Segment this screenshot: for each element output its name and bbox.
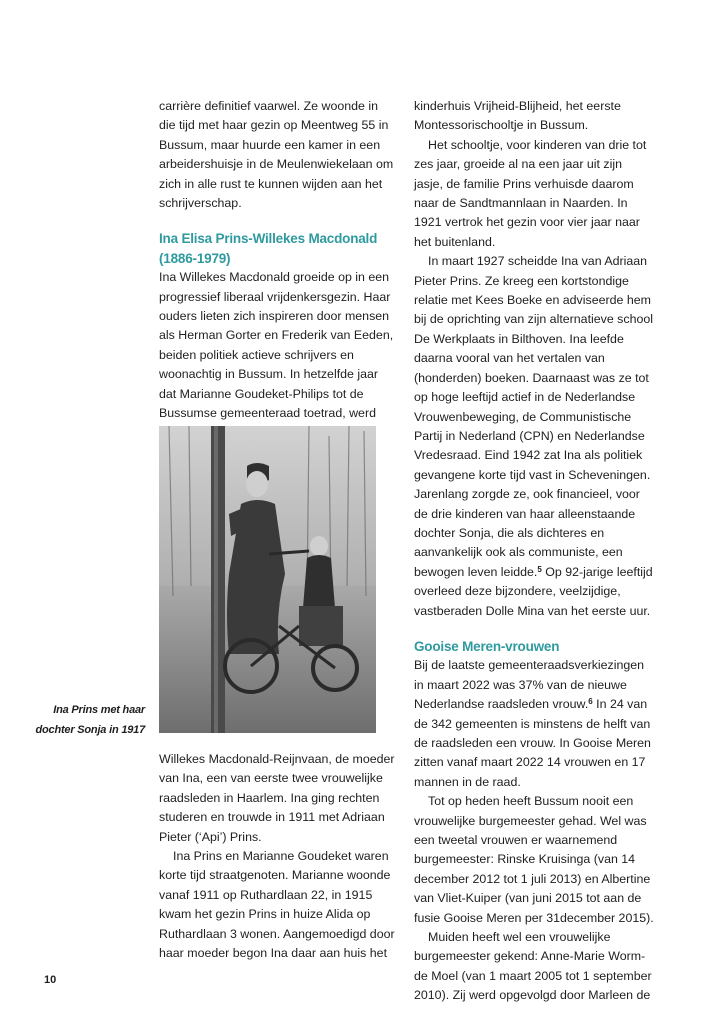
paragraph: Tot op heden heeft Bussum nooit een vrouwelijke burgemeester gehad. Wel was een tweetal vrouwen er waarnemend burgemeester: Rinske Kruisinga (van 14 december 2012 tot 1 juli 2013) en Albertine van Vliet-Kuiper (van juni 2015 tot aan de fusie Gooise Meren per 31december 2015).: [414, 794, 654, 925]
page-number: 10: [44, 974, 57, 986]
paragraph: Het schooltje, voor kinderen van drie tot zes jaar, groeide al na een jaar uit zijn jasje, de familie Prins verhuisde daarom naar de Sandtmannlaan in Naarden. In 1921 vertrok het gezin voor vier jaar naar het buitenland.: [414, 137, 647, 249]
paragraph-text: In maart 1927 scheidde Ina van Adriaan Pieter Prins. Ze kreeg een kortstondige relatie met Kees Boeke en adviseerde hem bij de oprichting van zijn alternatieve school De Werkplaats in Bilthoven. Ina leefde daarna vooral van het vertalen van (honderden) boeken. Daarnaast was ze tot op hoge leeftijd actief in de Nederlandse Vrouwenbeweging, de Communistische Partij in Nederland (CPN) en Nederlandse Vredesraad. Eind 1942 zat Ina als politiek gevangene korte tijd vast in Scheveningen. Jarenlang zorgde ze, ook financieel, voor de drie kinderen van haar alleenstaande dochter Sonja, die als dichteres en aanvankelijk ook als communiste, een bewogen leven leidde.: [414, 254, 654, 579]
left-column-bottom: [159, 750, 397, 963]
paragraph: kinderhuis Vrijheid-Blijheid, het eerste Montessorischooltje in Bussum.: [414, 99, 621, 133]
section-heading-gooise-meren: Gooise Meren-vrouwen: [414, 638, 560, 654]
paragraph: Willekes Macdonald-Reijnvaan, de moeder van Ina, een van eerste twee vrouwelijke raadsleden in Haarlem. Ina ging rechten studeren en trouwde in 1911 met Adriaan Pieter (‘Api’) Prins.: [159, 752, 395, 844]
paragraph: [414, 252, 654, 621]
paragraph-text: Bij de laatste gemeenteraadsverkiezingen in maart 2022 was 37% van de nieuwe Nederlandse raadsleden vrouw.: [414, 658, 645, 712]
caption-line: dochter Sonja in 1917: [35, 724, 145, 736]
section-heading-ina-prins: [159, 229, 397, 268]
heading-years: (1886-1979): [159, 250, 231, 266]
paragraph: [414, 656, 654, 792]
footnote-marker: 6: [588, 697, 593, 707]
paragraph-text: In 24 van de 342 gemeenten is minstens de helft van de raadsleden een vrouw. In Gooise Meren zitten vanaf maart 2022 14 vrouwen en 17 mannen in de raad.: [414, 697, 651, 789]
footnote-marker: 5: [537, 564, 542, 574]
paragraph-text: Op 92-jarige leeftijd overleed deze bijzondere, veelzijdige, vastberaden Dolle Mina van het eerste uur.: [414, 564, 653, 618]
left-column-top: [159, 97, 397, 443]
heading-name: Ina Elisa Prins-Willekes Macdonald: [159, 231, 378, 247]
photo-caption: [18, 700, 145, 740]
caption-line: Ina Prins met haar: [53, 704, 145, 716]
paragraph: Ina Prins en Marianne Goudeket waren korte tijd straatgenoten. Marianne woonde vanaf 1911 op Ruthardlaan 22, in 1915 kwam het gezin Prins in huize Alida op Ruthardlaan 3 wonen. Aangemoedigd door haar moeder begon Ina daar aan huis het: [159, 849, 395, 961]
historic-photo-woman-with-bicycle: [159, 426, 376, 733]
paragraph: carrière definitief vaarwel. Ze woonde in die tijd met haar gezin op Meentweg 55 in Bussum, maar huurde een kamer in een arbeidershuisje in de Meulenwiekelaan om zich in alle rust te kunnen wijden aan het schrijverschap.: [159, 99, 394, 211]
paragraph: Ina Willekes Macdonald groeide op in een progressief liberaal vrijdenkersgezin. Haar ouders lieten zich inspireren door mensen als Herman Gorter en Frederik van Eeden, beiden politiek actieve schrijvers en woonachtig in Bussum. In hetzelfde jaar dat Marianne Goudeket-Philips tot de Bussumse gemeenteraad toetrad, werd: [159, 270, 394, 421]
paragraph: Muiden heeft wel een vrouwelijke burgemeester gekend: Anne-Marie Worm-de Moel (van 1 maart 2005 tot 1 september 2010). Zij werd opgevolgd door Marleen de: [414, 930, 652, 1003]
right-column: [414, 97, 654, 1006]
